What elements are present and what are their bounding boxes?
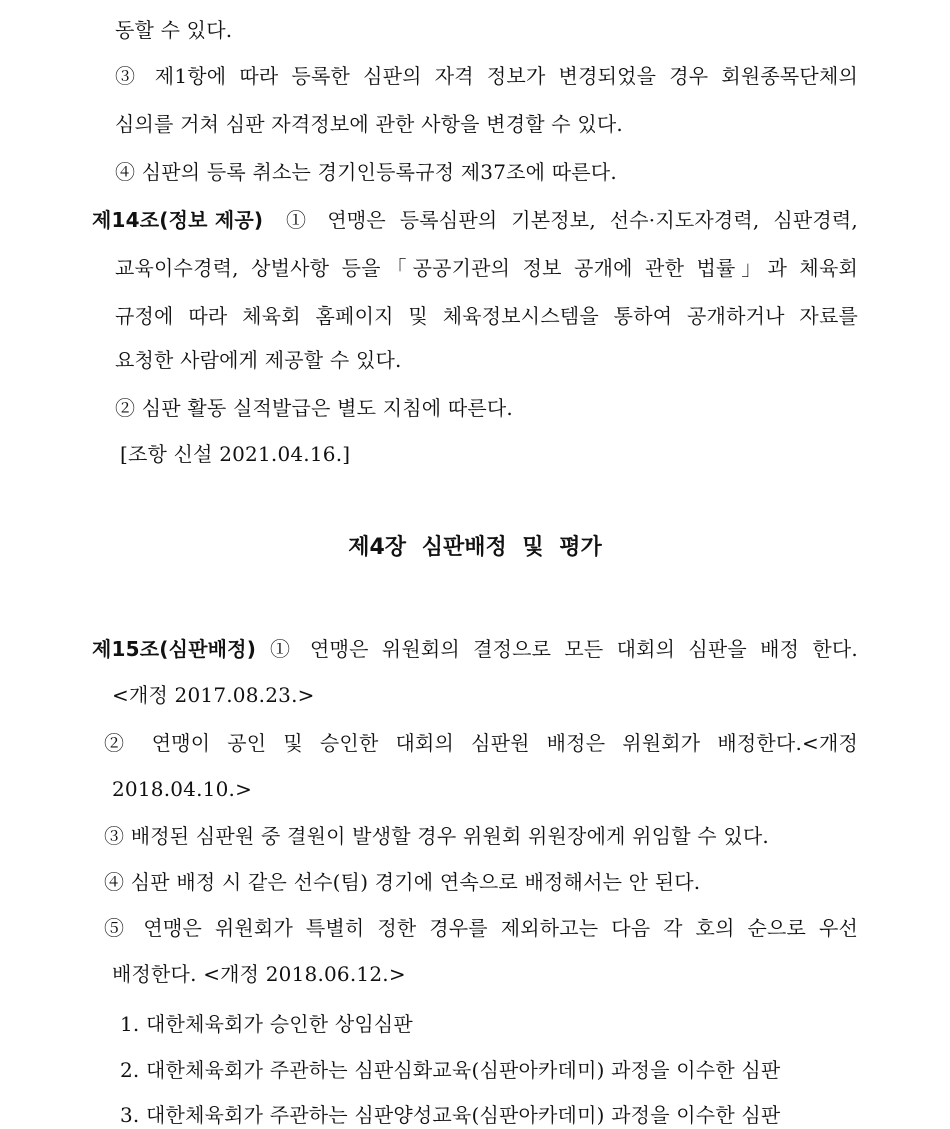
article-15-paragraph-4: ④ 심판 배정 시 같은 선수(팀) 경기에 연속으로 배정해서는 안 된다. (104, 870, 701, 894)
article-13-paragraph-3-line-2: 심의를 거쳐 심판 자격정보에 관한 사항을 변경할 수 있다. (115, 112, 623, 136)
article-14-paragraph-1-line-3: 규정에 따라 체육회 홈페이지 및 체육정보시스템을 통하여 공개하거나 자료를 (115, 304, 858, 328)
article-15-paragraph-5-line-2: 배정한다. <개정 2018.06.12.> (112, 962, 406, 986)
article-15-paragraph-1-line-1: ① 연맹은 위원회의 결정으로 모든 대회의 심판을 배정 한다. (270, 637, 858, 661)
article-14-paragraph-1-line-1: ① 연맹은 등록심판의 기본정보, 선수·지도자경력, 심판경력, (286, 208, 858, 232)
article-15-paragraph-3: ③ 배정된 심판원 중 결원이 발생할 경우 위원회 위원장에게 위임할 수 있다. (104, 824, 769, 848)
article-14-paragraph-2: ② 심판 활동 실적발급은 별도 지침에 따른다. (115, 396, 513, 420)
article-15-paragraph-2-line-1: ② 연맹이 공인 및 승인한 대회의 심판원 배정은 위원회가 배정한다.<개정 (104, 731, 858, 755)
article-15-paragraph-5-line-1: ⑤ 연맹은 위원회가 특별히 정한 경우를 제외하고는 다음 각 호의 순으로 우선 (104, 916, 858, 940)
article-15-heading: 제15조(심판배정) (92, 637, 257, 661)
article-13-continuation: 동할 수 있다. (115, 18, 233, 42)
chapter-title: 제4장 심판배정 및 평가 (348, 535, 602, 560)
article-14-paragraph-1-line-2: 교육이수경력, 상벌사항 등을「공공기관의 정보 공개에 관한 법률」과 체육회 (115, 256, 858, 280)
article-14-paragraph-1-line-4: 요청한 사람에게 제공할 수 있다. (115, 348, 402, 372)
article-15-paragraph-1-line-2: <개정 2017.08.23.> (112, 683, 315, 707)
article-14-amendment-note: [조항 신설 2021.04.16.] (120, 442, 351, 466)
article-13-paragraph-3-line-1: ③ 제1항에 따라 등록한 심판의 자격 정보가 변경되었을 경우 회원종목단체의 (115, 64, 858, 88)
list-item: 3. 대한체육회가 주관하는 심판양성교육(심판아카데미) 과정을 이수한 심판 (120, 1103, 781, 1127)
article-14-heading: 제14조(정보 제공) (92, 208, 264, 232)
article-13-paragraph-4: ④ 심판의 등록 취소는 경기인등록규정 제37조에 따른다. (115, 160, 617, 184)
article-15-paragraph-2-line-2: 2018.04.10.> (112, 777, 253, 801)
list-item: 2. 대한체육회가 주관하는 심판심화교육(심판아카데미) 과정을 이수한 심판 (120, 1058, 781, 1082)
list-item: 1. 대한체육회가 승인한 상임심판 (120, 1012, 413, 1036)
